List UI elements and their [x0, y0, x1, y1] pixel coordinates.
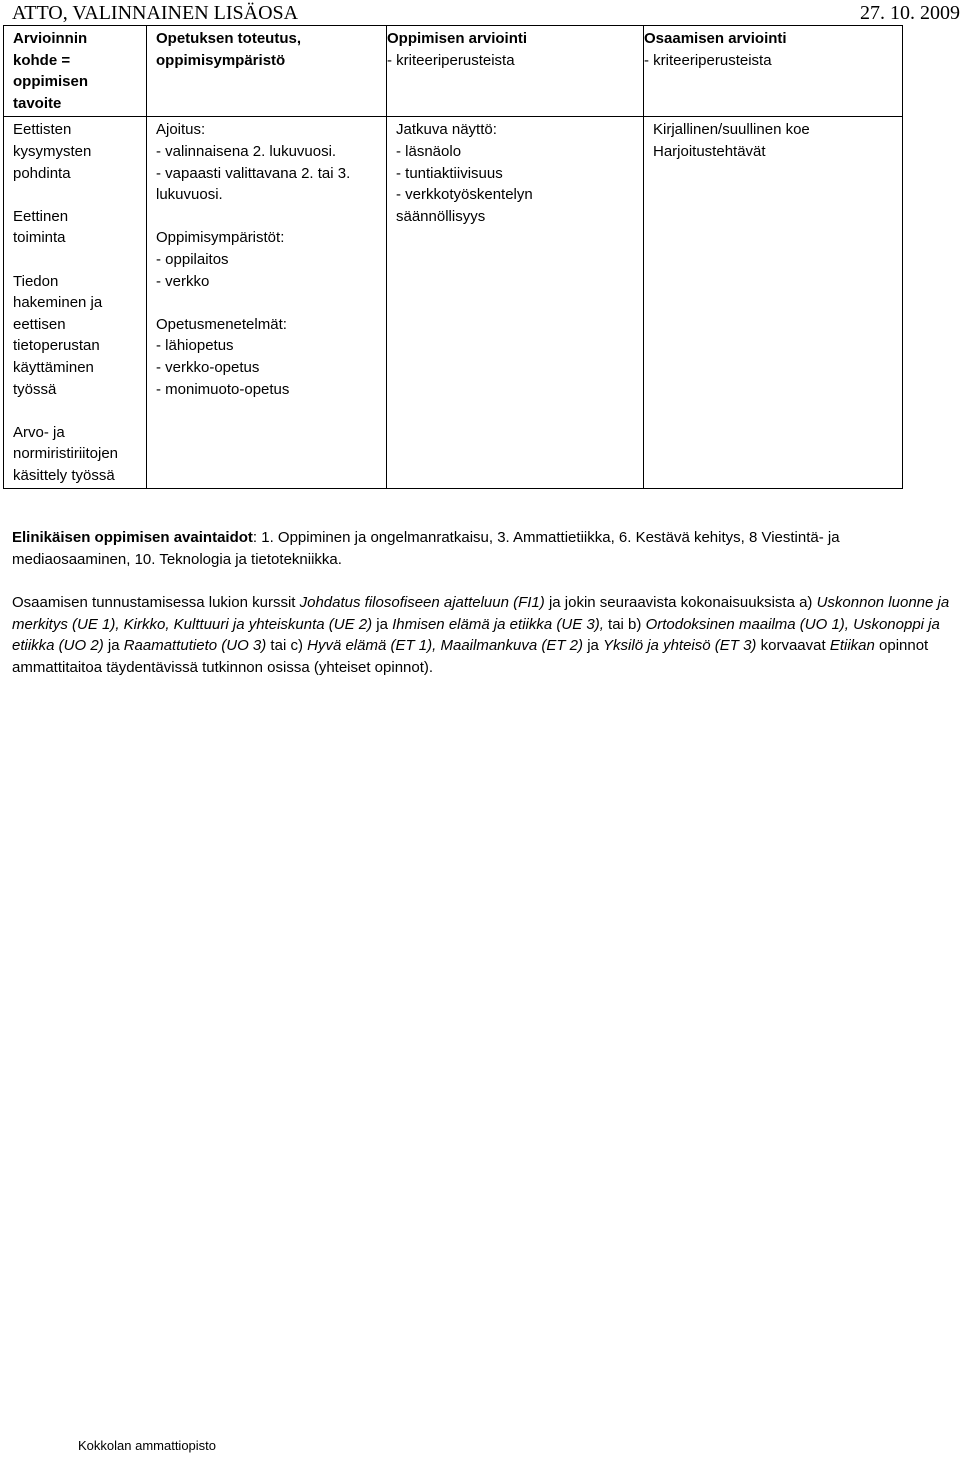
- key-skills-text: : 1. Oppiminen ja ongelmanratkaisu, 3. Ammattietiikka, 6. Kestävä kehitys, 8 Viestintä- ja mediaosaaminen, 10. Teknologia ja tietotekniikka.: [12, 529, 840, 568]
- competence-assessment-cell: Kirjallinen/suullinen koe Harjoitustehtävät: [644, 117, 903, 489]
- page-footer: Kokkolan ammattiopisto: [78, 1438, 217, 1453]
- learning-assessment-cell: Jatkuva näyttö: - läsnäolo - tuntiaktiivisuus - verkkotyöskentelyn säännöllisyys: [387, 117, 644, 489]
- document-title: ATTO, VALINNAINEN LISÄOSA: [12, 2, 299, 24]
- table-body-row: [4, 117, 903, 489]
- col4-heading: Osaamisen arviointi - kriteeriperusteista: [644, 26, 903, 117]
- implementation-cell: Ajoitus: - valinnaisena 2. lukuvuosi. - vapaasti valittavana 2. tai 3. lukuvuosi. Oppimisympäristöt: - oppilaitos - verkko Opetusmenetelmät: - lähiopetus - verkko-opetus - monimuoto-opetus: [147, 117, 387, 489]
- learning-goals-cell: Eettisten kysymysten pohdinta Eettinen toiminta Tiedon hakeminen ja eettisen tietoperustan käyttäminen työssä Arvo- ja normiristiriitojen käsittely työssä: [4, 117, 147, 489]
- table-header-row: [4, 26, 903, 117]
- col2-heading: Opetuksen toteutus, oppimisympäristö: [147, 26, 387, 117]
- document-date: 27. 10. 2009: [860, 2, 960, 24]
- key-skills-label: Elinikäisen oppimisen avaintaidot: [12, 529, 253, 546]
- recognition-paragraph: Osaamisen tunnustamisessa lukion kurssit Johdatus filosofiseen ajatteluun (FI1) ja jokin seuraavista kokonaisuuksista a) Uskonnon luonne ja merkitys (UE 1), Kirkko, Kulttuuri ja yhteiskunta (UE 2) ja Ihmisen elämä ja etiikka (UE 3), tai b) Ortodoksinen maailma (UO 1), Uskonoppi ja etiikka (UO 2) ja Raamattutieto (UO 3) tai c) Hyvä elämä (ET 1), Maailmankuva (ET 2) ja Yksilö ja yhteisö (ET 3) korvaavat Etiikan opinnot ammattitaitoa täydentävissä tutkinnon osissa (yhteiset opinnot).: [12, 594, 950, 676]
- assessment-table: [3, 25, 903, 489]
- key-skills-paragraph: [12, 527, 952, 570]
- col1-heading: Arvioinnin kohde = oppimisen tavoite: [4, 26, 147, 117]
- col3-heading: Oppimisen arviointi - kriteeriperusteista: [387, 26, 644, 117]
- page-header: [12, 0, 960, 26]
